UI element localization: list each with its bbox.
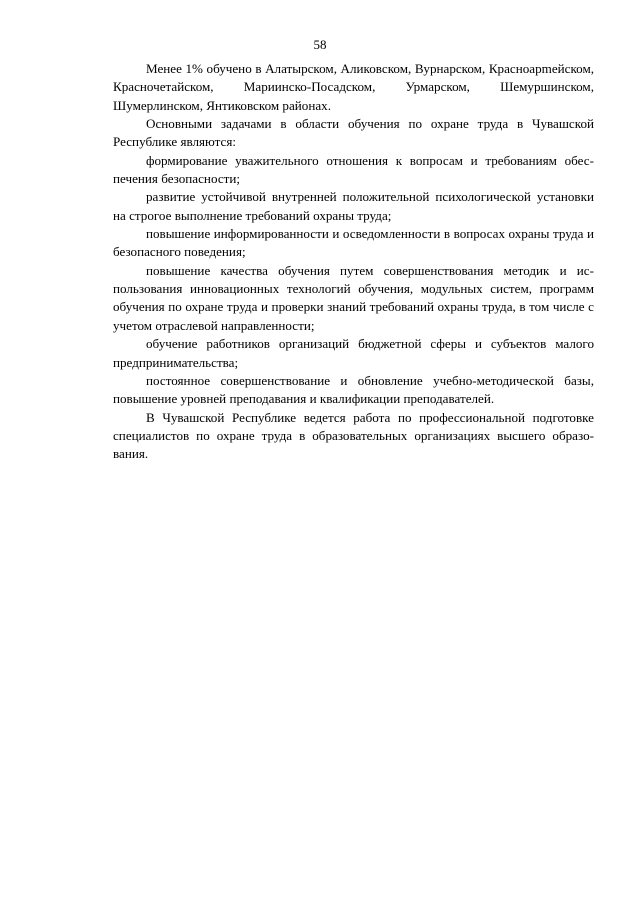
list-item-psychological-attitude: развитие устойчивой внутренней положительной психологической установки на строгое выполнение требований охраны труда;: [113, 189, 594, 223]
paragraph-specialist-training: В Чувашской Республике ведется работа по профессиональной подготовке специалистов по охране труда в образовательных организациях высшего образования.: [113, 409, 594, 462]
list-item-respectful-attitude: формирование уважительного отношения к вопросам и требованиям обеспечения безопасности;: [113, 152, 594, 187]
page-number: 58: [313, 37, 327, 52]
list-item-awareness: повышение информированности и осведомленности в вопросах охраны труда и безопасного поведения;: [113, 226, 594, 260]
list-item-worker-training: обучение работников организаций бюджетной сферы и субъектов малого предпринимательства;: [113, 336, 594, 370]
body-text: [113, 60, 594, 464]
list-item-training-quality: повышение качества обучения путем совершенствования методик и использования инновационных технологий обучения, модульных систем, программ обучения по охране труда и проверки знаний требований охраны труда, в том числе с учетом отраслевой направленности;: [113, 262, 594, 333]
paragraph-main-tasks-intro: Основными задачами в области обучения по охране труда в Чувашской Республике являются:: [113, 116, 594, 150]
list-item-methodical-base: постоянное совершенствование и обновление учебно-методической базы, повышение уровней преподавания и квалификации преподавателей.: [113, 372, 594, 407]
paragraph-undertrained-districts: Менее 1% обучено в Алатырском, Аликовском, Вурнарском, Красноарmейском, Красночетайском, Мариинско-Посадском, Урмарском, Шемуршинском, Шумерлинском, Янтиковском районах.: [113, 61, 594, 113]
